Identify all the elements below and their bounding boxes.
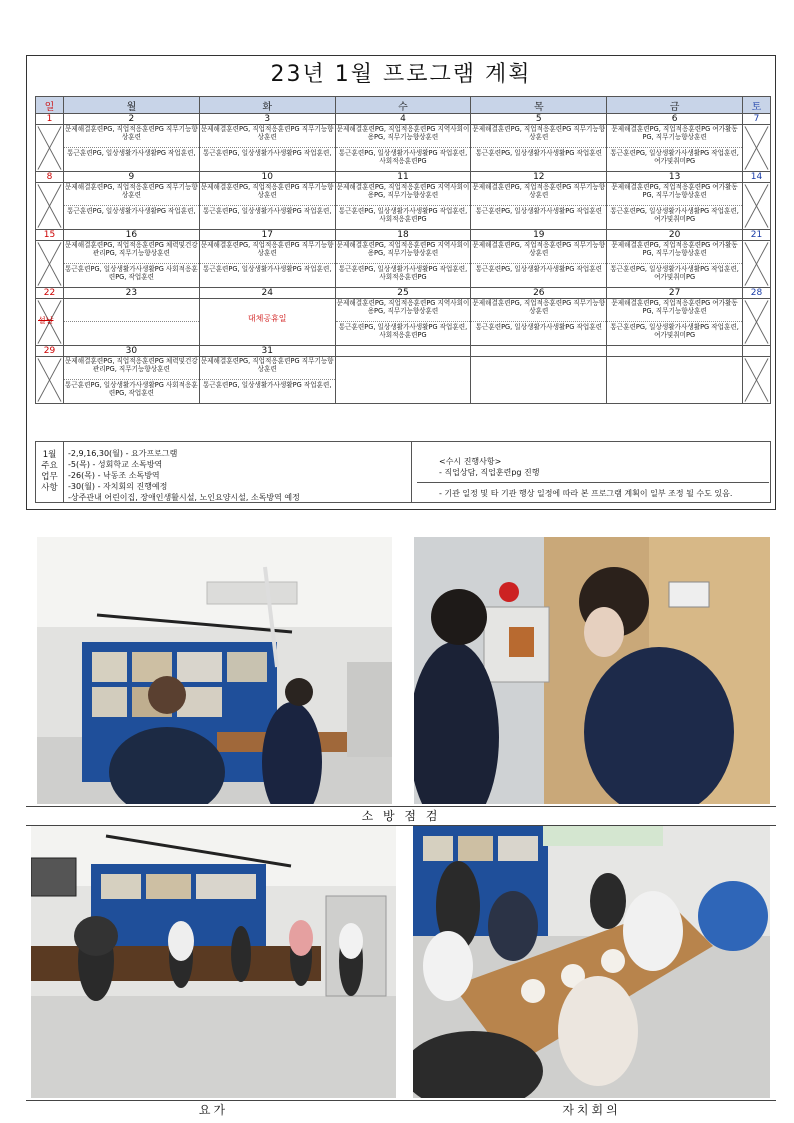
weekday-fri: 금 bbox=[607, 97, 743, 114]
schedule-row bbox=[36, 299, 771, 346]
blank-cross-icon bbox=[36, 183, 63, 229]
date-number: 15 bbox=[36, 230, 64, 241]
date-number: 16 bbox=[64, 230, 200, 241]
schedule-cell bbox=[471, 299, 607, 346]
date-number: 22 bbox=[36, 288, 64, 299]
notes-label bbox=[36, 442, 64, 502]
program-block: 문제해결훈련PG, 직업적응훈련PG 여가활동PG, 직무기능향상훈련 bbox=[611, 299, 738, 315]
program-block: 통근훈련PG, 일상생활가사생활PG 작업훈련 bbox=[471, 205, 606, 229]
photo-fire-inspection-right-image bbox=[414, 537, 770, 804]
page-title: 23년 1월 프로그램 계획 bbox=[270, 62, 532, 87]
date-number: 4 bbox=[335, 114, 471, 125]
adhoc-title: <수시 진행사항> bbox=[439, 457, 502, 466]
program-block: 통근훈련PG, 일상생활가사생활PG 사회적응훈련PG, 작업훈련 bbox=[64, 263, 199, 287]
program-block: 통근훈련PG, 일상생활가사생활PG 작업훈련 bbox=[471, 147, 606, 171]
empty-cell bbox=[64, 299, 200, 346]
weekend-blank-cell bbox=[36, 183, 64, 230]
date-number: 29 bbox=[36, 346, 64, 357]
notes-rule bbox=[417, 482, 769, 483]
program-block: 문제해결훈련PG, 직업적응훈련PG 체력및건강관리PG, 직무기능향상훈련 bbox=[65, 357, 198, 373]
notes-label-line: 업무 bbox=[41, 472, 58, 482]
weekend-blank-cell bbox=[743, 241, 771, 288]
date-number: 10 bbox=[199, 172, 335, 183]
program-block: 문제해결훈련PG, 직업적응훈련PG 직무기능향상훈련 bbox=[65, 125, 198, 141]
schedule-cell bbox=[335, 183, 471, 230]
date-number: 31 bbox=[199, 346, 335, 357]
notes-divider bbox=[411, 442, 412, 502]
program-block: 통근훈련PG, 일상생활가사생활PG 사회적응훈련PG, 작업훈련 bbox=[64, 379, 199, 403]
program-block: 통근훈련PG, 일상생활가사생활PG 작업훈련, 여가및취미PG bbox=[607, 147, 742, 171]
date-number: 11 bbox=[335, 172, 471, 183]
schedule-row bbox=[36, 183, 771, 230]
program-block: 문제해결훈련PG, 직업적응훈련PG 여가활동PG, 직무기능향상훈련 bbox=[611, 241, 738, 257]
empty-cell bbox=[607, 357, 743, 404]
program-block: 통근훈련PG, 일상생활가사생활PG 작업훈련, 여가및취미PG bbox=[607, 321, 742, 345]
program-block: 문제해결훈련PG, 직업적응훈련PG 직무기능향상훈련 bbox=[65, 183, 198, 199]
date-number: 26 bbox=[471, 288, 607, 299]
note-item: -2,9,16,30(월) - 요가프로그램 bbox=[68, 449, 178, 458]
photo-yoga-image bbox=[31, 826, 396, 1098]
program-block: 문제해결훈련PG, 직업적응훈련PG 직무기능향상훈련 bbox=[200, 241, 334, 257]
program-block: 문제해결훈련PG, 직업적응훈련PG 체력및건강관리PG, 직무기능향상훈련 bbox=[65, 241, 198, 257]
date-number: 17 bbox=[199, 230, 335, 241]
weekend-blank-cell bbox=[743, 357, 771, 404]
schedule-cell bbox=[64, 125, 200, 172]
program-block: 통근훈련PG, 일상생활가사생활PG 작업훈련, 사회적응훈련PG bbox=[336, 147, 471, 171]
date-number bbox=[607, 346, 743, 357]
weekday-thu: 목 bbox=[471, 97, 607, 114]
date-number: 30 bbox=[64, 346, 200, 357]
program-block: 문제해결훈련PG, 직업적응훈련PG 직무기능향상훈련 bbox=[472, 125, 606, 141]
disclaimer: - 기관 일정 및 타 기관 행상 일정에 따라 본 프로그램 계획이 일부 조정 될 수도 있음. bbox=[439, 489, 733, 498]
schedule-cell bbox=[64, 183, 200, 230]
empty-cell bbox=[335, 357, 471, 404]
date-number: 9 bbox=[64, 172, 200, 183]
date-number: 6 bbox=[607, 114, 743, 125]
program-block: 통근훈련PG, 일상생활가사생활PG 작업훈련, 여가및취미PG bbox=[607, 263, 742, 287]
schedule-cell bbox=[64, 241, 200, 288]
program-block: 문제해결훈련PG, 직업적응훈련PG 직무기능향상훈련 bbox=[472, 299, 606, 315]
caption-council-meeting: 자치회의 bbox=[562, 1103, 621, 1117]
substitute-holiday-label: 대체공휴일 bbox=[247, 314, 287, 323]
date-number: 13 bbox=[607, 172, 743, 183]
weekday-wed: 수 bbox=[335, 97, 471, 114]
weekend-blank-cell bbox=[36, 241, 64, 288]
date-row bbox=[36, 288, 771, 299]
date-number: 19 bbox=[471, 230, 607, 241]
schedule-row bbox=[36, 241, 771, 288]
blank-cross-icon bbox=[36, 357, 63, 403]
schedule-cell bbox=[607, 183, 743, 230]
program-block: 문제해결훈련PG, 직업적응훈련PG 직무기능향상훈련 bbox=[472, 183, 606, 199]
program-block: 문제해결훈련PG, 직업적응훈련PG 직무기능향상훈련 bbox=[200, 125, 334, 141]
date-number: 25 bbox=[335, 288, 471, 299]
blank-cross-icon bbox=[743, 299, 770, 345]
weekend-blank-cell bbox=[36, 357, 64, 404]
notes-list bbox=[68, 448, 408, 503]
program-block: 통근훈련PG, 일상생활가사생활PG 작업훈련, bbox=[200, 147, 335, 171]
date-number bbox=[335, 346, 471, 357]
schedule-cell bbox=[199, 357, 335, 404]
weekday-sat: 토 bbox=[743, 97, 771, 114]
photo-fire-inspection-right bbox=[414, 537, 770, 804]
program-block: 통근훈련PG, 일상생활가사생활PG 작업훈련, 사회적응훈련PG bbox=[336, 263, 471, 287]
weekday-sun: 일 bbox=[36, 97, 64, 114]
notes-label-line: 1월 bbox=[42, 450, 57, 460]
schedule-cell bbox=[471, 241, 607, 288]
date-number: 2 bbox=[64, 114, 200, 125]
lunar-new-year-label: 설날 bbox=[38, 316, 54, 325]
empty-cell bbox=[199, 299, 335, 346]
schedule-cell bbox=[607, 241, 743, 288]
schedule-cell bbox=[471, 125, 607, 172]
blank-cross-icon bbox=[36, 241, 63, 287]
date-number: 7 bbox=[743, 114, 771, 125]
program-block: 문제해결훈련PG, 직업적응훈련PG 지역사회이용PG, 직무기능향상훈련 bbox=[336, 183, 470, 199]
date-number: 23 bbox=[64, 288, 200, 299]
date-number: 20 bbox=[607, 230, 743, 241]
empty-cell bbox=[471, 357, 607, 404]
schedule-cell bbox=[199, 241, 335, 288]
program-block: 통근훈련PG, 일상생활가사생활PG 작업훈련, bbox=[200, 263, 335, 287]
weekend-blank-cell bbox=[743, 183, 771, 230]
notes-label-line: 주요 bbox=[41, 461, 58, 471]
notes-label-line: 사항 bbox=[41, 483, 58, 493]
adhoc-block bbox=[439, 456, 540, 478]
photo-fire-inspection-left-image bbox=[37, 537, 392, 804]
program-block: 문제해결훈련PG, 직업적응훈련PG 지역사회이용PG, 직무기능향상훈련 bbox=[336, 299, 470, 315]
date-number bbox=[743, 346, 771, 357]
schedule-cell bbox=[335, 125, 471, 172]
date-number: 18 bbox=[335, 230, 471, 241]
date-row bbox=[36, 346, 771, 357]
date-number bbox=[471, 346, 607, 357]
program-block: 문제해결훈련PG, 직업적응훈련PG 지역사회이용PG, 직무기능향상훈련 bbox=[336, 241, 470, 257]
schedule-cell bbox=[607, 299, 743, 346]
program-block: 통근훈련PG, 일상생활가사생활PG 작업훈련 bbox=[471, 321, 606, 345]
weekday-mon: 월 bbox=[64, 97, 200, 114]
schedule-cell bbox=[199, 183, 335, 230]
blank-cross-icon bbox=[743, 241, 770, 287]
blank-cross-icon bbox=[743, 183, 770, 229]
program-block: 통근훈련PG, 일상생활가사생활PG 작업훈련, bbox=[200, 379, 335, 403]
notes-adhoc bbox=[417, 442, 769, 502]
blank-cross-icon bbox=[743, 125, 770, 171]
schedule-cell bbox=[607, 125, 743, 172]
date-number: 5 bbox=[471, 114, 607, 125]
schedule-cell bbox=[335, 299, 471, 346]
caption-fire-inspection: 소 방 점 검 bbox=[361, 809, 441, 823]
adhoc-item: - 직업상담, 직업훈련pg 진행 bbox=[439, 468, 540, 477]
program-block: 문제해결훈련PG, 직업적응훈련PG 지역사회이용PG, 직무기능향상훈련 bbox=[336, 125, 470, 141]
weekday-header bbox=[36, 97, 771, 114]
date-row bbox=[36, 114, 771, 125]
blank-cross-icon bbox=[36, 125, 63, 171]
note-item: -5(목) - 성회학교 소독방역 bbox=[68, 460, 163, 469]
date-number: 24 bbox=[199, 288, 335, 299]
schedule-row bbox=[36, 125, 771, 172]
schedule-cell bbox=[199, 125, 335, 172]
photo-council-meeting bbox=[413, 826, 770, 1098]
cell-divider bbox=[64, 321, 199, 322]
program-block: 통근훈련PG, 일상생활가사생활PG 작업훈련, 사회적응훈련PG bbox=[336, 205, 471, 229]
program-block: 문제해결훈련PG, 직업적응훈련PG 직무기능향상훈련 bbox=[200, 357, 334, 373]
note-item: -30(월) - 자치회의 진행예정 bbox=[68, 482, 168, 491]
date-number: 12 bbox=[471, 172, 607, 183]
program-block: 통근훈련PG, 일상생활가사생활PG 작업훈련, bbox=[64, 205, 199, 229]
calendar-table bbox=[35, 96, 771, 404]
date-number: 21 bbox=[743, 230, 771, 241]
weekday-tue: 화 bbox=[199, 97, 335, 114]
weekend-blank-cell bbox=[743, 299, 771, 346]
program-block: 문제해결훈련PG, 직업적응훈련PG 여가활동PG, 직무기능향상훈련 bbox=[611, 125, 738, 141]
schedule-cell bbox=[471, 183, 607, 230]
note-item: -26(목) - 낙동조 소독방역 bbox=[68, 471, 160, 480]
schedule-row bbox=[36, 357, 771, 404]
date-row bbox=[36, 172, 771, 183]
weekend-blank-cell bbox=[743, 125, 771, 172]
program-block: 통근훈련PG, 일상생활가사생활PG 작업훈련, bbox=[200, 205, 335, 229]
photo-yoga bbox=[31, 826, 396, 1098]
date-number: 27 bbox=[607, 288, 743, 299]
program-block: 문제해결훈련PG, 직업적응훈련PG 직무기능향상훈련 bbox=[472, 241, 606, 257]
program-block: 통근훈련PG, 일상생활가사생활PG 작업훈련, bbox=[64, 147, 199, 171]
photo-council-meeting-image bbox=[413, 826, 770, 1098]
blank-cross-icon bbox=[743, 357, 770, 403]
note-item: -상주관내 어린이집, 장애인생활시설, 노인요양시설, 소독방역 예정 bbox=[68, 493, 300, 502]
caption-yoga: 요가 bbox=[198, 1103, 229, 1117]
program-block: 통근훈련PG, 일상생활가사생활PG 작업훈련, 여가및취미PG bbox=[607, 205, 742, 229]
program-block: 통근훈련PG, 일상생활가사생활PG 작업훈련, 사회적응훈련PG bbox=[336, 321, 471, 345]
monthly-notes bbox=[35, 441, 771, 503]
date-number: 14 bbox=[743, 172, 771, 183]
program-block: 문제해결훈련PG, 직업적응훈련PG 여가활동PG, 직무기능향상훈련 bbox=[611, 183, 738, 199]
weekend-blank-cell bbox=[36, 125, 64, 172]
date-number: 28 bbox=[743, 288, 771, 299]
date-row bbox=[36, 230, 771, 241]
schedule-cell bbox=[335, 241, 471, 288]
date-number: 8 bbox=[36, 172, 64, 183]
photo-fire-inspection-left bbox=[37, 537, 392, 804]
date-number: 1 bbox=[36, 114, 64, 125]
weekend-blank-cell bbox=[36, 299, 64, 346]
program-block: 통근훈련PG, 일상생활가사생활PG 작업훈련 bbox=[471, 263, 606, 287]
date-number: 3 bbox=[199, 114, 335, 125]
schedule-cell bbox=[64, 357, 200, 404]
program-block: 문제해결훈련PG, 직업적응훈련PG 직무기능향상훈련 bbox=[200, 183, 334, 199]
